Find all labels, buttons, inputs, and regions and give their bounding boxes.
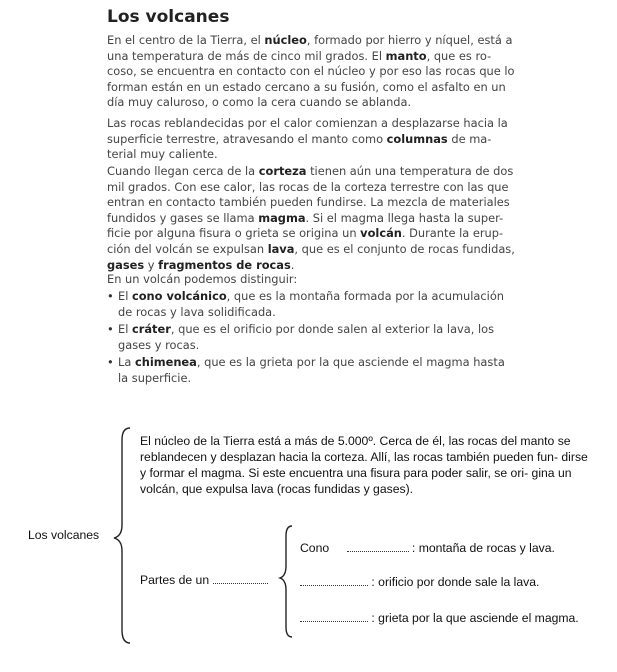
text: Cono [300, 541, 330, 555]
text: La [118, 355, 135, 370]
bold-term: volcán [360, 226, 402, 241]
text: : grieta por la que asciende el magma. [371, 611, 579, 625]
bold-term: cono volcánico [131, 289, 227, 303]
blank-line[interactable] [300, 611, 368, 622]
text: El [118, 289, 132, 303]
blank-line[interactable] [347, 541, 409, 552]
text: En el centro de la Tierra, el [107, 33, 265, 47]
text: . [290, 257, 295, 272]
bold-term: corteza [258, 164, 307, 178]
small-brace [280, 526, 292, 637]
text: , que es la grieta por la que asciende el magma hasta la superficie. [118, 355, 505, 385]
text: , que es la montaña formada por la acumulación de rocas y lava solidificada. [118, 289, 505, 319]
bold-term: cráter [131, 322, 171, 337]
blank-line[interactable] [300, 575, 368, 586]
large-brace [114, 428, 130, 643]
bold-term: núcleo [264, 33, 307, 47]
part-row [300, 611, 579, 625]
text: Las rocas reblandecidas por el calor comienzan a desplazarse hacia la superficie terrestre, atravesando el manto como [107, 116, 508, 146]
bold-term: magma [258, 210, 306, 225]
parts-label [140, 573, 268, 587]
paragraph-4: En un volcán podemos distinguir: [107, 272, 298, 286]
text: , que es el orificio por donde salen al exterior la lava, los gases y rocas. [118, 322, 495, 352]
text: tienen aún una temperatura de dos mil grados. Con ese calor, las rocas de la corteza terrestre con las que entran en contacto también pueden fundirse. La mezcla de materiales fundidos y gases se llama [107, 164, 514, 225]
bold-term: chimenea [134, 355, 197, 370]
part-row [300, 541, 555, 555]
page-title: Los volcanes [107, 7, 230, 27]
bold-term: gases [107, 257, 145, 272]
blank-line[interactable] [213, 573, 268, 584]
text: : orificio por donde sale la lava. [371, 575, 540, 589]
root-label: Los volcanes [28, 528, 100, 542]
text: Cuando llegan cerca de la [107, 164, 259, 178]
text: y [144, 257, 159, 272]
text: de ma- terial muy caliente. [107, 131, 492, 162]
text: , formado por hierro y níquel, está a una temperatura de más de cinco mil grados. El [107, 33, 513, 63]
bold-term: lava [267, 241, 295, 256]
text: , que es ro- coso, se encuentra en contacto con el núcleo y por eso las rocas que lo forman están en un estado cercano a su fusión, como el asfalto en un día muy caluroso, o como la cera cuando se ablanda. [107, 48, 515, 110]
text: El [118, 322, 132, 337]
bold-term: manto [385, 48, 427, 63]
text: : montaña de rocas y lava. [411, 541, 555, 555]
bold-term: fragmentos de rocas [158, 257, 291, 272]
part-row [300, 575, 539, 589]
text: , que es el conjunto de rocas fundidas, [294, 241, 515, 256]
summary-text: El núcleo de la Tierra está a más de 5.000º. Cerca de él, las rocas del manto se reblandecen y desplazan hacia la corteza. Allí, las rocas también pueden fun- dirse y formar el magma. Si este encuentra una fisura para poder salir, se ori- gina un volcán, que expulsa lava (rocas fundidas y gases). [140, 434, 588, 496]
text: . Si el magma llega hasta la super- ficie por alguna fisura o grieta se origina un [107, 210, 504, 241]
text: Partes de un [140, 573, 210, 587]
bold-term: columnas [386, 131, 448, 146]
text: . Durante la erup- ción del volcán se expulsan [107, 226, 504, 256]
